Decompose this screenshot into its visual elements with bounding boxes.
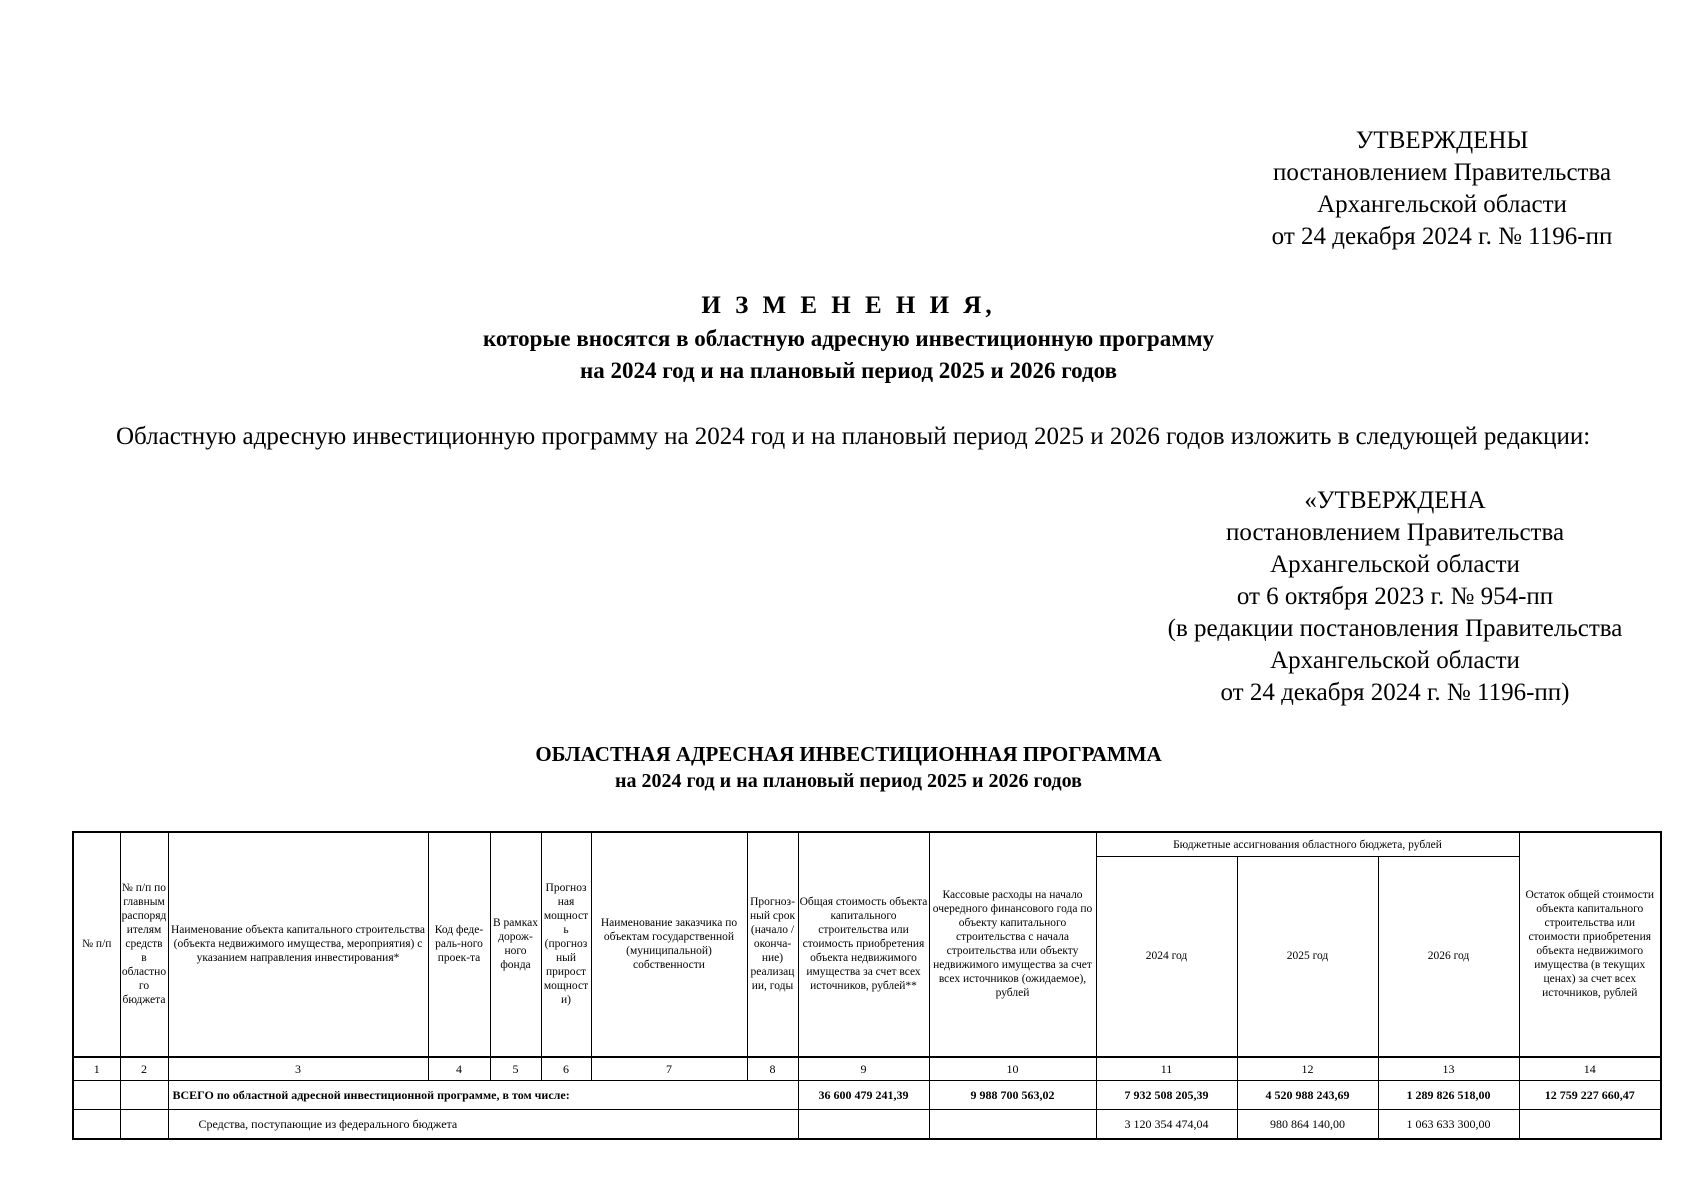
column-number: 9 [798, 1057, 929, 1081]
column-number: 1 [73, 1057, 120, 1081]
approval-line: Архангельской области [1270, 551, 1520, 578]
header-group-cell: Бюджетные ассигнования областного бюджета, рублей [1096, 832, 1519, 857]
column-number: 5 [490, 1057, 541, 1081]
approval-line: УТВЕРЖДЕНЫ [1355, 127, 1529, 154]
column-number: 10 [929, 1057, 1096, 1081]
column-number-row [73, 1057, 1661, 1081]
changes-subtitle-line: на 2024 год и на плановый период 2025 и 2026 годов [580, 358, 1117, 383]
approval-line: постановлением Правительства [1225, 519, 1565, 546]
column-number: 12 [1237, 1057, 1378, 1081]
total-cost-cell: 36 600 479 241,39 [798, 1080, 929, 1109]
header-cell: № п/п [73, 832, 120, 1057]
investment-program-table [72, 831, 1662, 1140]
budget-2024-cell: 7 932 508 205,39 [1096, 1080, 1237, 1109]
table-cell [120, 1109, 168, 1139]
column-number: 11 [1096, 1057, 1237, 1081]
total-label: ВСЕГО по областной адресной инвестиционной программе, в том числе: [168, 1080, 798, 1109]
column-number: 13 [1378, 1057, 1519, 1081]
approval-line: от 24 декабря 2024 г. № 1196-пп [1271, 223, 1613, 250]
header-cell: 2025 год [1237, 857, 1378, 1057]
table-cell [798, 1109, 929, 1139]
approval-line: постановлением Правительства [1272, 159, 1612, 186]
changes-subtitle-line: которые вносятся в областную адресную инвестиционную программу [482, 326, 1215, 351]
approval-line: от 24 декабря 2024 г. № 1196-пп) [1220, 679, 1570, 706]
header-cell: Общая стоимость объекта капитального строительства или стоимость приобретения объекта недвижимого имущества за счет всех источников, рублей** [798, 832, 929, 1057]
cash-expenses-cell: 9 988 700 563,02 [929, 1080, 1096, 1109]
column-number: 3 [168, 1057, 428, 1081]
header-cell: Кассовые расходы на начало очередного финансового года по объекту капитального строительства с начала строительства или объекту недвижимого имущества за счет всех источников (ожидаемое), рублей [929, 832, 1096, 1057]
approval-line: Архангельской области [1270, 647, 1520, 674]
table-row-total [73, 1080, 1661, 1109]
approval-stamp-quoted [1095, 485, 1695, 709]
header-cell: № п/п по главным распорядителям средств в областного бюджета [120, 832, 168, 1057]
table-cell [1519, 1109, 1661, 1139]
remainder-cell: 12 759 227 660,47 [1519, 1080, 1661, 1109]
table-row-federal [73, 1109, 1661, 1139]
column-number: 8 [747, 1057, 798, 1081]
column-number: 14 [1519, 1057, 1661, 1081]
approval-line: от 6 октября 2023 г. № 954-пп [1236, 583, 1554, 610]
header-cell: Прогноз-ный срок (начало / оконча-ние) реализации, годы [747, 832, 798, 1057]
column-number: 2 [120, 1057, 168, 1081]
column-number: 6 [541, 1057, 591, 1081]
table-cell [73, 1109, 120, 1139]
column-number: 4 [428, 1057, 490, 1081]
changes-title: И З М Е Н Е Н И Я, [701, 292, 996, 319]
program-title [0, 740, 1697, 795]
budget-2026-cell: 1 289 826 518,00 [1378, 1080, 1519, 1109]
table-cell [120, 1080, 168, 1109]
budget-2026-cell: 1 063 633 300,00 [1378, 1109, 1519, 1139]
table-cell [73, 1080, 120, 1109]
approval-stamp-top [1226, 125, 1658, 253]
header-cell: Прогнозная мощность (прогнозный прирост мощности) [541, 832, 591, 1057]
table-cell [929, 1109, 1096, 1139]
intro-paragraph: Областную адресную инвестиционную программу на 2024 год и на плановый период 2025 и 2026 годов изложить в следующей редакции: [116, 423, 1591, 450]
header-cell: Код феде-раль-ного проек-та [428, 832, 490, 1057]
column-number: 7 [591, 1057, 747, 1081]
header-cell: 2026 год [1378, 857, 1519, 1057]
approval-line: «УТВЕРЖДЕНА [1304, 487, 1486, 514]
budget-2025-cell: 4 520 988 243,69 [1237, 1080, 1378, 1109]
approval-line: (в редакции постановления Правительства [1167, 615, 1623, 642]
federal-label: Средства, поступающие из федерального бюджета [168, 1109, 798, 1139]
header-cell: Остаток общей стоимости объекта капитального строительства или стоимости приобретения объекта недвижимого имущества (в текущих ценах) за счет всех источников, рублей [1519, 832, 1661, 1057]
budget-2024-cell: 3 120 354 474,04 [1096, 1109, 1237, 1139]
header-cell: Наименование объекта капитального строительства (объекта недвижимого имущества, мероприятия) с указанием направления инвестирования* [168, 832, 428, 1057]
header-cell: Наименование заказчика по объектам государственной (муниципальной) собственности [591, 832, 747, 1057]
changes-header [0, 289, 1697, 387]
approval-line: Архангельской области [1317, 191, 1567, 218]
header-cell: 2024 год [1096, 857, 1237, 1057]
program-title-line: на 2024 год и на плановый период 2025 и 2026 годов [615, 770, 1082, 792]
header-cell: В рамках дорож-ного фонда [490, 832, 541, 1057]
program-title-line: ОБЛАСТНАЯ АДРЕСНАЯ ИНВЕСТИЦИОННАЯ ПРОГРАММА [535, 742, 1162, 766]
budget-2025-cell: 980 864 140,00 [1237, 1109, 1378, 1139]
